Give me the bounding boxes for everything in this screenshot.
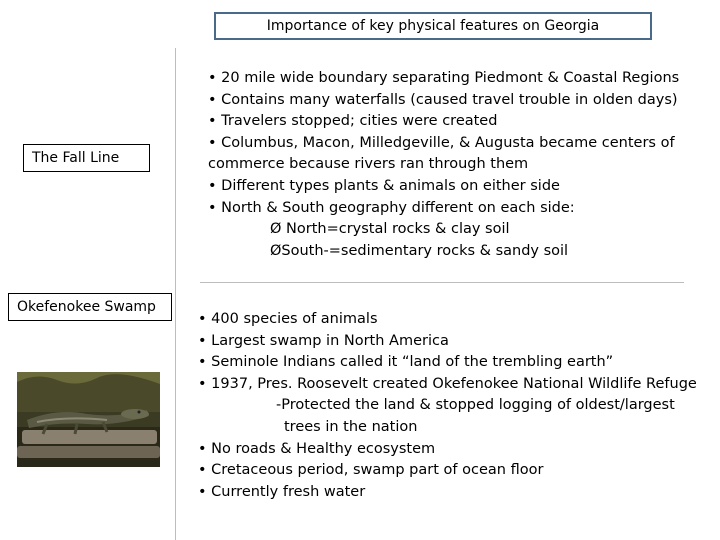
refuge-detail-line: -Protected the land & stopped logging of oldest/largest (276, 397, 675, 414)
alligator-photo (17, 372, 160, 467)
fact-line: • North & South geography different on each side: (208, 199, 575, 216)
fact-line: • No roads & Healthy ecosystem (198, 440, 436, 457)
vertical-divider (175, 48, 176, 540)
okefenokee-label (8, 293, 172, 321)
fact-line: • 1937, Pres. Roosevelt created Okefenokee National Wildlife Refuge (198, 375, 697, 392)
fact-line: • Seminole Indians called it “land of the trembling earth” (198, 354, 614, 371)
fact-line: • Currently fresh water (198, 483, 366, 500)
sub-fact-north: Ø North=crystal rocks & clay soil (270, 221, 510, 238)
fact-line: • Largest swamp in North America (198, 332, 449, 349)
alligator-illustration (17, 372, 160, 467)
slide-title-text: Importance of key physical features on Georgia (266, 18, 600, 34)
fact-line: • Contains many waterfalls (caused travel trouble in olden days) (208, 91, 678, 108)
fact-line: • Cretaceous period, swamp part of ocean floor (198, 462, 544, 479)
fact-line: • Columbus, Macon, Milledgeville, & Augusta became centers of (208, 134, 675, 151)
fall-line-facts (208, 68, 679, 262)
fact-line: commerce because rivers ran through them (208, 156, 529, 173)
okefenokee-label-text: Okefenokee Swamp (17, 299, 156, 315)
fact-line: • 20 mile wide boundary separating Piedmont & Coastal Regions (208, 70, 680, 86)
okefenokee-facts (198, 309, 697, 503)
fall-line-label-text: The Fall Line (32, 150, 120, 166)
horizontal-divider (200, 282, 684, 283)
slide-title (214, 12, 652, 40)
refuge-detail-line: trees in the nation (284, 418, 418, 435)
fact-line: • Different types plants & animals on either side (208, 177, 560, 194)
fall-line-label (23, 144, 150, 172)
fact-line: • Travelers stopped; cities were created (208, 113, 498, 130)
fact-line: • 400 species of animals (198, 311, 378, 327)
sub-fact-south: ØSouth-=sedimentary rocks & sandy soil (270, 242, 569, 259)
